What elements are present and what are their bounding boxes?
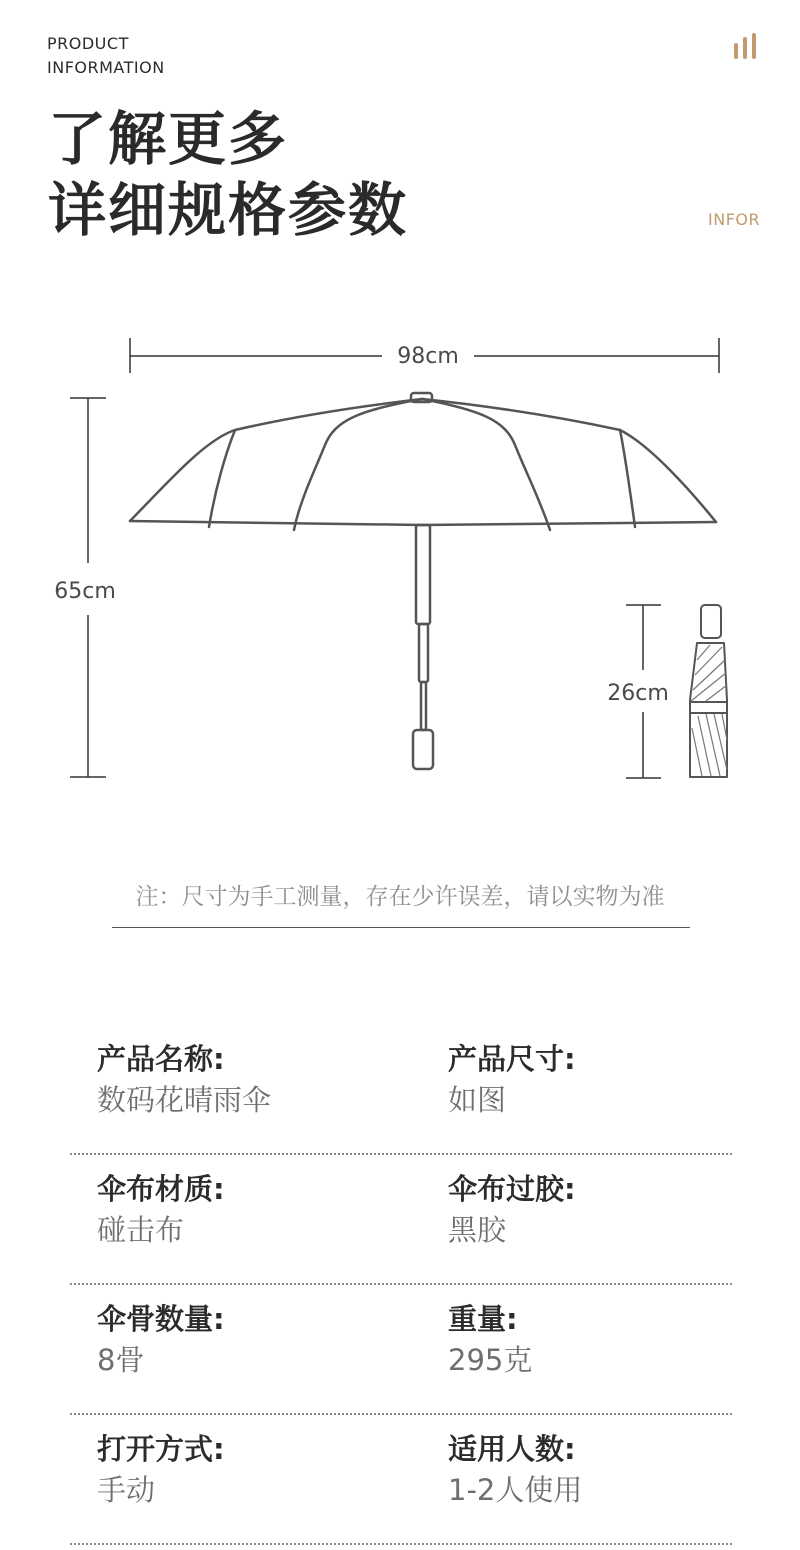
height-label: 65cm [54, 579, 116, 604]
spec-item [448, 1039, 576, 1121]
spec-label: 产品尺寸: [448, 1042, 576, 1076]
spec-label: 产品名称: [97, 1042, 225, 1076]
section-eyebrow [47, 32, 165, 80]
page-title [48, 104, 408, 246]
spec-table [70, 1025, 732, 1545]
title-line-1: 了解更多 [48, 105, 289, 173]
width-label: 98cm [397, 344, 459, 369]
umbrella-open [130, 393, 716, 769]
folded-stripes [691, 645, 727, 776]
eyebrow-line-1: PRODUCT [47, 34, 129, 53]
spec-item [97, 1039, 271, 1121]
spec-row [70, 1415, 732, 1545]
spec-label: 重量: [448, 1302, 518, 1336]
spec-label: 打开方式: [97, 1432, 225, 1466]
title-line-2: 详细规格参数 [48, 176, 409, 244]
eyebrow-line-2: INFORMATION [47, 58, 165, 77]
measurement-note: 注：尺寸为手工测量，存在少许误差，请以实物为准 [135, 884, 665, 910]
spec-value: 如图 [448, 1083, 507, 1117]
divider [112, 927, 690, 928]
spec-value: 黑胶 [448, 1213, 507, 1247]
spec-value: 数码花晴雨伞 [97, 1083, 272, 1117]
umbrella-folded [690, 605, 727, 777]
spec-item [448, 1169, 576, 1251]
spec-item [97, 1429, 225, 1511]
spec-item [97, 1169, 225, 1251]
bars-icon [733, 33, 757, 61]
spec-value: 295克 [448, 1343, 533, 1377]
spec-item [448, 1299, 532, 1381]
spec-item [97, 1299, 225, 1381]
spec-row [70, 1025, 732, 1155]
spec-row [70, 1155, 732, 1285]
umbrella-dimension-diagram [0, 320, 800, 800]
side-tag: INFOR [708, 210, 761, 229]
spec-row [70, 1285, 732, 1415]
spec-value: 1-2人使用 [448, 1473, 583, 1507]
spec-value: 碰击布 [97, 1213, 185, 1247]
spec-label: 伞布过胶: [448, 1172, 576, 1206]
spec-value: 8骨 [97, 1343, 145, 1377]
spec-label: 伞骨数量: [97, 1302, 225, 1336]
spec-value: 手动 [97, 1473, 156, 1507]
spec-label: 适用人数: [448, 1432, 576, 1466]
spec-label: 伞布材质: [97, 1172, 225, 1206]
spec-item [448, 1429, 582, 1511]
folded-label: 26cm [607, 681, 669, 706]
